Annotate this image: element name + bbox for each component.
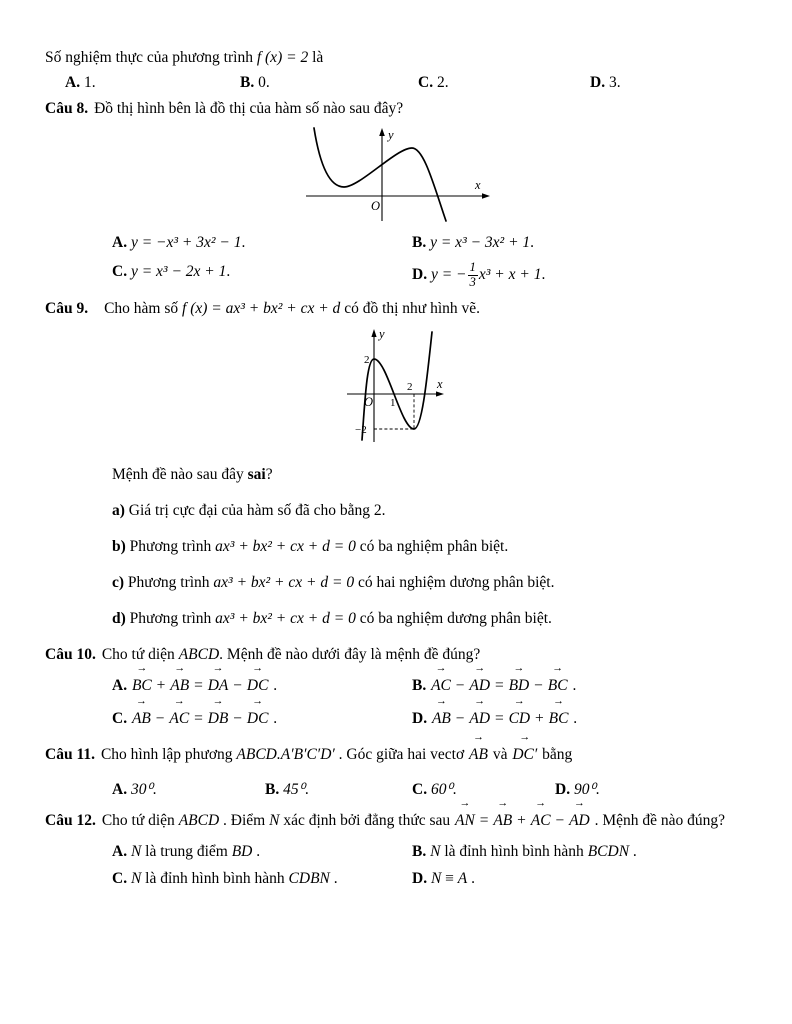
option-text: 0. xyxy=(258,74,270,91)
option-label: D. xyxy=(412,709,428,727)
q12-option-b xyxy=(412,841,750,863)
intro-question xyxy=(45,47,750,69)
statement-label: a) xyxy=(112,501,125,519)
option-label: D. xyxy=(412,869,428,887)
x-axis-label: x xyxy=(436,376,443,391)
q11-stem xyxy=(45,741,750,769)
option-label: B. xyxy=(265,780,280,798)
q8-number: Câu 8. xyxy=(45,100,89,117)
q9-subquestion: Mệnh đề nào sau đây sai? xyxy=(112,465,273,483)
intro-formula: f (x) = 2 xyxy=(256,49,309,66)
intro-text-post: là xyxy=(308,49,324,66)
q9-statement-b xyxy=(45,536,750,558)
q10-text: Cho tứ diện ABCD. Mệnh đề nào dưới đây là mệnh đề đúng? xyxy=(101,645,481,663)
option-formula: y = x³ − 3x² + 1. xyxy=(430,234,535,251)
statement-text: Phương trình ax³ + bx² + cx + d = 0 có hai nghiệm dương phân biệt. xyxy=(127,573,555,591)
option-label: A. xyxy=(65,74,81,91)
q9-cubic-graph xyxy=(344,324,452,448)
x-axis-label: x xyxy=(474,178,481,192)
option-text: 3. xyxy=(608,74,621,91)
q8-stem xyxy=(45,98,750,120)
statement-text: Phương trình ax³ + bx² + cx + d = 0 có ba nghiệm phân biệt. xyxy=(129,537,509,555)
tick-x-1: 1 xyxy=(389,396,395,409)
origin-label: O xyxy=(370,199,380,213)
tick-y-minus2: −2 xyxy=(354,423,367,436)
option-text: N là trung điểm BD . xyxy=(130,842,261,860)
q8-options xyxy=(45,232,750,290)
y-axis-arrow xyxy=(371,329,376,337)
option-text: 30⁰. xyxy=(130,780,157,798)
q8-option-c xyxy=(112,261,412,290)
q9-number: Câu 9. xyxy=(45,299,89,317)
option-label: D. xyxy=(412,266,428,284)
q12-option-d xyxy=(412,868,750,890)
y-axis-label: y xyxy=(378,326,385,341)
q8-graph-wrap xyxy=(45,124,750,226)
option-label: A. xyxy=(112,780,128,798)
q10-number: Câu 10. xyxy=(45,645,96,663)
statement-text: Giá trị cực đại của hàm số đã cho bằng 2. xyxy=(128,501,386,519)
option-text: 60⁰. xyxy=(430,780,457,798)
option-formula: BC → + AB → = DA → − DC → . xyxy=(131,677,277,694)
q9-statement-a xyxy=(45,500,750,522)
option-formula: AB → − AD → = CD → + BC → . xyxy=(431,710,577,727)
q8-option-a xyxy=(112,232,412,254)
x-axis-arrow xyxy=(482,193,490,199)
option-label: C. xyxy=(412,780,428,798)
option-formula: y = −x³ + 3x² − 1. xyxy=(130,234,246,251)
q9-graph-wrap xyxy=(45,324,750,448)
intro-option-c xyxy=(418,72,590,94)
option-label: B. xyxy=(412,842,427,860)
option-label: B. xyxy=(240,74,255,91)
y-axis-label: y xyxy=(387,128,394,142)
q11-text: Cho hình lập phương ABCD.A′B′C′D′ . Góc giữa hai vectơ AB → và DC′ → bằng xyxy=(101,746,572,763)
q9-stem xyxy=(45,298,750,320)
option-label: D. xyxy=(555,780,571,798)
intro-option-b xyxy=(240,72,418,94)
option-label: A. xyxy=(112,676,128,694)
q12-stem xyxy=(45,807,750,835)
q8-option-b xyxy=(412,232,750,254)
statement-label: c) xyxy=(112,573,125,591)
q10-option-b xyxy=(412,672,750,700)
origin-label: O xyxy=(363,394,373,409)
intro-option-a xyxy=(65,72,240,94)
q11-option-a xyxy=(112,779,265,801)
option-label: B. xyxy=(412,676,427,694)
q11-number: Câu 11. xyxy=(45,745,95,763)
q8-text: Đồ thị hình bên là đồ thị của hàm số nào sau đây? xyxy=(94,100,404,117)
option-formula: AC → − AD → = BD → − BC → . xyxy=(430,677,576,694)
q11-option-b xyxy=(265,779,412,801)
q12-option-c xyxy=(112,868,412,890)
option-text: 45⁰. xyxy=(283,780,309,798)
option-text: N ≡ A . xyxy=(430,869,476,887)
q12-number: Câu 12. xyxy=(45,811,96,829)
q10-option-c xyxy=(112,705,412,733)
tick-y-2: 2 xyxy=(363,353,369,366)
tick-x-2: 2 xyxy=(406,380,412,393)
option-formula: y = − $\frac{1}{3}$ x³ + x + 1. xyxy=(430,260,546,289)
intro-options-row xyxy=(45,72,750,94)
statement-label: b) xyxy=(112,537,126,555)
q8-cubic-graph xyxy=(302,124,494,226)
option-text: N là đỉnh hình bình hành CDBN . xyxy=(130,869,338,887)
option-text: N là đỉnh hình bình hành BCDN . xyxy=(430,842,637,860)
option-text: 2. xyxy=(436,74,449,91)
option-label: C. xyxy=(112,263,128,280)
option-text: 1. xyxy=(83,74,96,91)
x-axis-arrow xyxy=(436,391,444,396)
q10-options xyxy=(45,672,750,733)
q9-statements xyxy=(45,500,750,630)
option-label: B. xyxy=(412,234,427,251)
option-label: D. xyxy=(590,74,606,91)
statement-label: d) xyxy=(112,609,126,627)
option-label: C. xyxy=(112,869,128,887)
q9-text: Cho hàm số f (x) = ax³ + bx² + cx + d có đồ thị như hình vẽ. xyxy=(104,299,481,317)
q9-statement-d xyxy=(45,608,750,630)
q12-option-a xyxy=(112,841,412,863)
option-formula: AB → − AC → = DB → − DC → . xyxy=(131,710,277,727)
option-text: 90⁰. xyxy=(573,780,600,798)
q8-option-d xyxy=(412,261,750,290)
option-label: A. xyxy=(112,842,128,860)
q9-statement-c xyxy=(45,572,750,594)
intro-text-pre: Số nghiệm thực của phương trình xyxy=(45,49,257,66)
option-label: C. xyxy=(418,74,434,91)
option-label: C. xyxy=(112,709,128,727)
y-axis-arrow xyxy=(379,128,385,136)
option-label: A. xyxy=(112,234,128,251)
q11-options-row xyxy=(45,779,750,801)
cubic-curve xyxy=(362,332,432,440)
statement-text: Phương trình ax³ + bx² + cx + d = 0 có ba nghiệm dương phân biệt. xyxy=(129,609,552,627)
option-formula: y = x³ − 2x + 1. xyxy=(130,263,231,280)
q10-option-d xyxy=(412,705,750,733)
q12-options xyxy=(45,841,750,890)
q12-text: Cho tứ diện ABCD . Điểm N xác định bởi đẳng thức sau AN → = AB → + AC → − AD → . Mệnh đề nào đúng? xyxy=(102,812,725,829)
intro-option-d xyxy=(590,72,750,94)
